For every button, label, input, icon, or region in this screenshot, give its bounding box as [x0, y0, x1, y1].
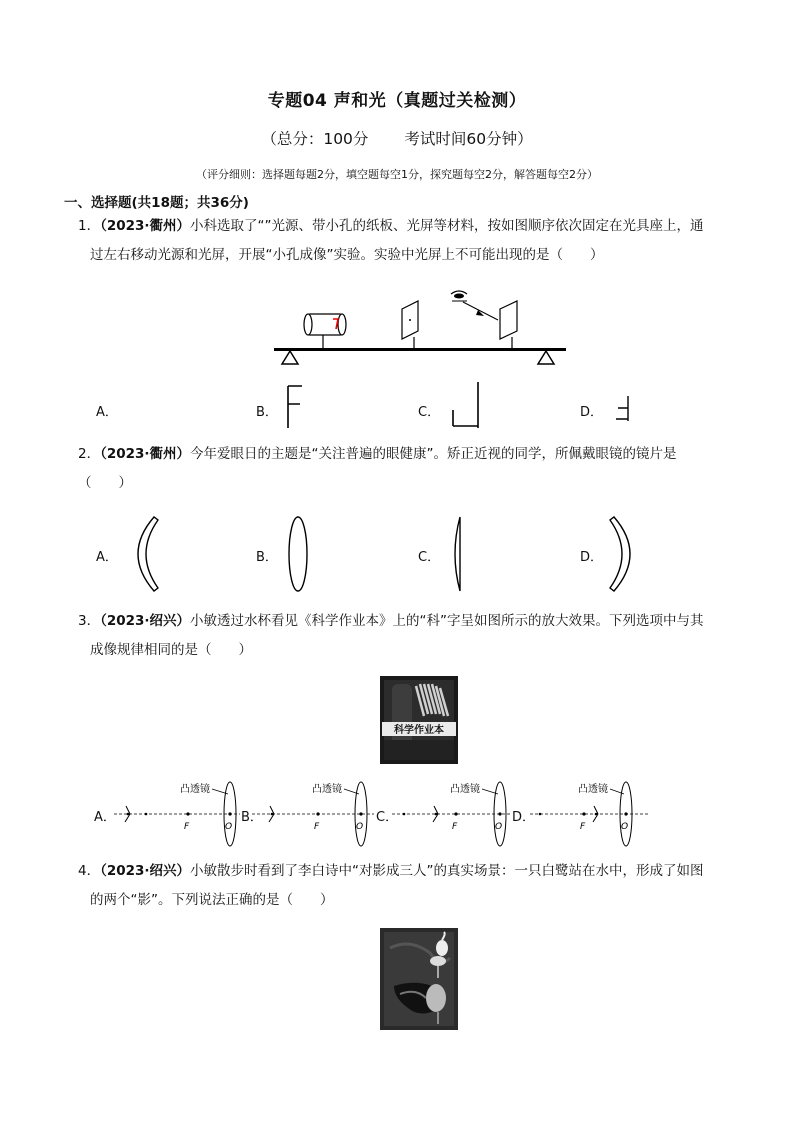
center-label: O — [356, 822, 364, 832]
biconvex-lens-icon — [286, 514, 310, 594]
pinhole-apparatus-figure — [270, 285, 570, 370]
plano-convex-lens-icon — [448, 514, 468, 594]
question-source: （2023·衢州） — [100, 446, 191, 462]
lens-label: 凸透镜 — [450, 784, 480, 795]
concave-meniscus-lens-icon — [128, 514, 160, 594]
lens-label: 凸透镜 — [312, 784, 342, 795]
question-number: 2． — [78, 446, 101, 462]
convex-meniscus-lens-icon — [608, 514, 640, 594]
option-d-label: D． — [512, 810, 536, 825]
option-c-shape — [448, 380, 482, 430]
option-b-label: B． — [256, 405, 278, 420]
question-number: 3． — [78, 613, 101, 629]
option-d-shape — [614, 394, 634, 424]
focus-label: F — [314, 822, 320, 832]
photo-book-text: 科学作业本 — [394, 725, 444, 736]
option-a-label: A． — [96, 550, 118, 565]
question-text-cont: 过左右移动光源和光屏，开展“小孔成像”实验。实验中光屏上不可能出现的是（ ） — [90, 247, 604, 263]
question-number: 4． — [78, 863, 101, 879]
scoring-rules: （评分细则：选择题每题2分，填空题每空1分，探究题每空2分，解答题每空2分） — [196, 168, 598, 181]
question-source: （2023·衢州） — [100, 218, 191, 234]
egret-photo — [380, 928, 458, 1030]
option-b-label: B． — [241, 810, 263, 825]
lens-label: 凸透镜 — [180, 784, 210, 795]
lens-label: 凸透镜 — [578, 784, 608, 795]
page-title: 专题04 声和光（真题过关检测） — [267, 91, 527, 111]
exam-time: 考试时间60分钟） — [404, 130, 533, 148]
option-d-label: D． — [580, 405, 604, 420]
option-b-label: B． — [256, 550, 278, 565]
focus-label: F — [184, 822, 190, 832]
question-text: 小科选取了“”光源、带小孔的纸板、光屏等材料，按如图顺序依次固定在光具座上，通 — [190, 218, 704, 234]
question-1 — [78, 212, 746, 270]
water-cup-photo — [380, 676, 458, 764]
question-source: （2023·绍兴） — [100, 613, 191, 629]
question-text-cont: 的两个“影”。下列说法正确的是（ ） — [90, 892, 334, 908]
question-text: 小敏透过水杯看见《科学作业本》上的“科”字呈如图所示的放大效果。下列选项中与其 — [190, 613, 704, 629]
center-label: O — [495, 822, 503, 832]
lens-diagram-c — [390, 776, 512, 848]
question-2 — [78, 440, 746, 498]
center-label: O — [225, 822, 233, 832]
option-a-label: A． — [96, 405, 118, 420]
question-text-cont: 成像规律相同的是（ ） — [90, 642, 252, 658]
question-number: 1． — [78, 218, 101, 234]
option-c-label: C． — [376, 810, 399, 825]
exam-info — [0, 127, 794, 149]
question-3 — [78, 607, 746, 665]
option-b-shape — [284, 384, 306, 430]
option-c-label: C． — [418, 550, 441, 565]
total-score: （总分：100分 — [261, 130, 369, 148]
question-text-cont: （ ） — [78, 475, 132, 491]
center-label: O — [621, 822, 629, 832]
question-4 — [78, 857, 746, 915]
focus-label: F — [580, 822, 586, 832]
focus-label: F — [452, 822, 458, 832]
question-text: 小敏散步时看到了李白诗中“对影成三人”的真实场景：一只白鹭站在水中，形成了如图 — [190, 863, 704, 879]
lens-diagram-d — [528, 776, 652, 848]
option-c-label: C． — [418, 405, 441, 420]
option-d-label: D． — [580, 550, 604, 565]
question-text: 今年爱眼日的主题是“关注普遍的眼健康”。矫正近视的同学，所佩戴眼镜的镜片是 — [190, 446, 677, 462]
section-title: 一、选择题(共18题；共36分) — [64, 195, 249, 211]
lens-diagram-b — [250, 776, 376, 848]
question-source: （2023·绍兴） — [100, 863, 191, 879]
option-a-label: A． — [94, 810, 116, 825]
lens-diagram-a — [112, 776, 242, 848]
